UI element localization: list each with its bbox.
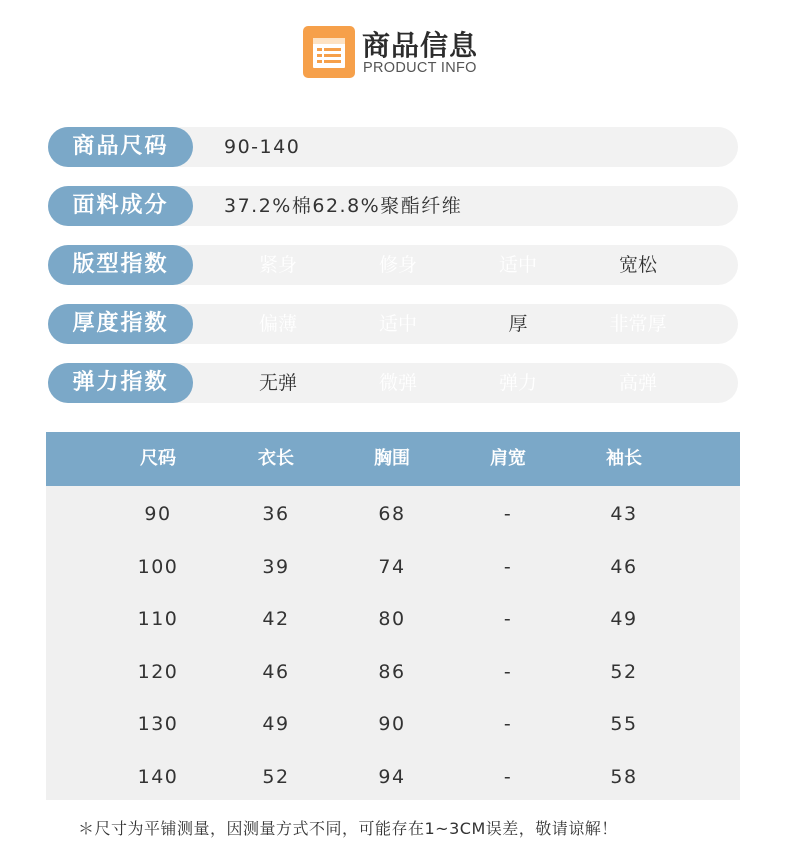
size-table-cell: 94	[378, 766, 406, 788]
section-header	[0, 24, 790, 80]
info-option: 非常厚	[609, 313, 667, 335]
size-table-header	[46, 432, 740, 486]
table-row	[46, 646, 740, 698]
measurement-footnote: ＊尺寸为平铺测量，因测量方式不同，可能存在1~3CM误差，敬请谅解！	[78, 819, 618, 838]
info-row-label: 版型指数	[48, 245, 193, 285]
size-table-cell: 130	[137, 713, 179, 736]
info-row-label: 商品尺码	[48, 127, 193, 167]
size-table-cell: 46	[610, 555, 638, 578]
table-row	[46, 488, 740, 540]
section-subtitle: PRODUCT INFO	[363, 60, 477, 76]
size-table-cell: 52	[262, 766, 290, 788]
size-table-cell: 90	[144, 503, 172, 525]
size-table-cell: -	[503, 660, 513, 683]
size-table-body	[46, 486, 740, 800]
table-row	[46, 751, 740, 803]
size-table-cell: 49	[262, 713, 290, 736]
size-table-cell: 80	[378, 608, 406, 631]
info-row	[48, 304, 738, 344]
size-table-cell: 90	[378, 713, 406, 736]
info-row	[48, 127, 738, 167]
info-row-label: 弹力指数	[48, 363, 193, 403]
table-row	[46, 593, 740, 645]
size-table-cell: 120	[137, 660, 179, 683]
size-table-header-cell: 肩宽	[490, 448, 526, 469]
size-table-cell: 43	[610, 503, 638, 525]
info-option: 高弹	[618, 372, 657, 394]
info-option-selected: 厚	[508, 313, 528, 335]
size-table-cell: -	[503, 766, 513, 788]
table-row	[46, 541, 740, 593]
size-table-cell: 49	[610, 608, 638, 631]
info-row	[48, 186, 738, 226]
size-table-cell: -	[503, 555, 513, 578]
size-table-cell: 100	[137, 555, 179, 578]
size-table-cell: 110	[137, 608, 179, 631]
info-option: 适中	[378, 313, 417, 335]
info-row-value: 37.2%棉62.8%聚酯纤维	[224, 195, 463, 217]
info-row	[48, 363, 738, 403]
info-option: 紧身	[258, 254, 297, 276]
size-table-cell: 39	[262, 555, 290, 578]
size-table-cell: 55	[610, 713, 638, 736]
info-row-value: 90-140	[224, 136, 301, 158]
section-title: 商品信息	[362, 29, 479, 62]
size-table-cell: 68	[378, 503, 406, 525]
info-option: 微弹	[378, 372, 417, 394]
table-row	[46, 698, 740, 750]
size-table-header-cell: 胸围	[374, 448, 410, 469]
info-option-selected: 无弹	[258, 372, 297, 394]
info-row	[48, 245, 738, 285]
size-table-cell: 58	[610, 766, 638, 788]
size-table-cell: 74	[378, 555, 406, 578]
size-table-cell: 42	[262, 608, 290, 631]
info-row-label: 面料成分	[48, 186, 193, 226]
size-table-cell: 52	[610, 660, 638, 683]
size-table-cell: 140	[137, 766, 179, 788]
size-table-cell: -	[503, 608, 513, 631]
list-document-icon	[303, 26, 355, 78]
size-table-cell: -	[503, 503, 513, 525]
info-option: 修身	[378, 254, 417, 276]
size-table-header-cell: 衣长	[258, 448, 294, 469]
size-table-cell: 36	[262, 503, 290, 525]
info-option: 弹力	[498, 372, 537, 394]
info-option-selected: 宽松	[618, 254, 657, 276]
size-table-header-cell: 袖长	[606, 448, 642, 469]
info-row-label: 厚度指数	[48, 304, 193, 344]
size-table-cell: -	[503, 713, 513, 736]
size-table-cell: 86	[378, 660, 406, 683]
info-option: 适中	[498, 254, 537, 276]
size-table-header-cell: 尺码	[140, 448, 176, 469]
info-option: 偏薄	[258, 313, 297, 335]
size-table-cell: 46	[262, 660, 290, 683]
